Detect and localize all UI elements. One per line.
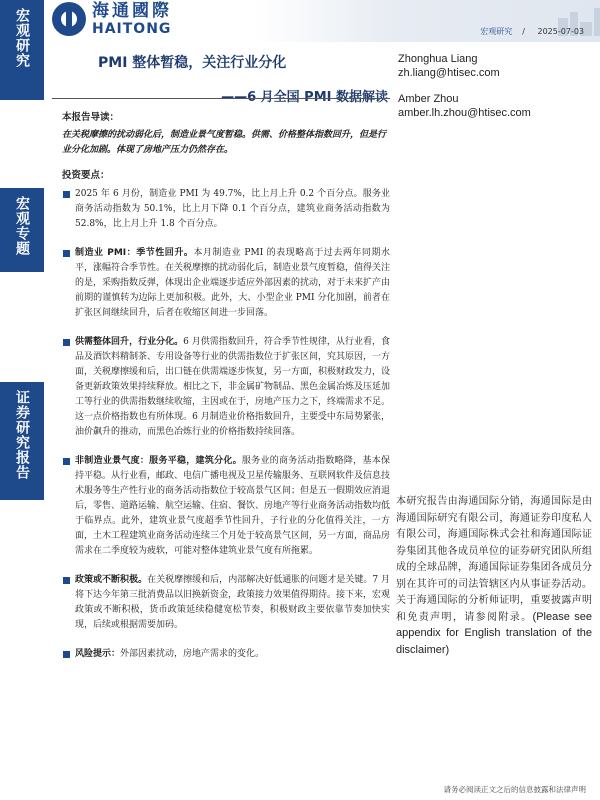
list-item xyxy=(62,187,390,232)
bullet-text: 外部因素扰动，房地产需求的变化。 xyxy=(120,649,265,659)
sidebar-label: 宏观研究 xyxy=(14,8,30,68)
list-item xyxy=(62,454,390,559)
bullet-text: 本月制造业 PMI 的表现略高于过去两年同期水平，涨幅符合季节性。在关税摩擦的扰动弱化后，制造业景气度暂稳，值得关注的是，采购指数反弹，体现出企业端逐步适应外部因素的扰动，对于未来扩产由前期的谨慎转为边际上更加积极。此外，大、小型企业 PMI 分化加剧，前者在扩张区间继续回升，后者在收缩区间进一步回落。 xyxy=(75,248,391,318)
bullet-square-icon xyxy=(63,458,70,465)
title-divider xyxy=(52,98,390,99)
page-subtitle: ——6 月全国 PMI 数据解读 xyxy=(221,90,388,105)
sidebar-label: 证券研究报告 xyxy=(14,390,30,480)
logo-chinese: 海通國際 xyxy=(92,0,172,21)
author-email[interactable]: amber.lh.zhou@htisec.com xyxy=(398,107,531,119)
bullet-square-icon xyxy=(63,651,70,658)
author-name: Amber Zhou xyxy=(398,93,459,105)
disclaimer-block xyxy=(396,494,592,659)
bullet-square-icon xyxy=(63,250,70,257)
list-item xyxy=(62,647,390,662)
guide-text: 在关税摩擦的扰动弱化后，制造业景气度暂稳。供需、价格整体指数回升，但是行业分化加剧。体现了房地产压力仍然存在。 xyxy=(62,130,387,155)
sidebar-label: 宏观专题 xyxy=(14,196,30,256)
header-separator: / xyxy=(522,27,525,36)
page-header xyxy=(44,0,600,44)
bullet-text: 6 月供需指数回升，符合季节性规律，从行业看，食品及酒饮料精制茶、专用设备等行业的供需指数位于扩张区间，究其原因，一方面，关税摩擦缓和后，出口链在供需端逐步恢复，另一方面，积极财政发力，设备更新政策效果持续释放。相比之下，非金属矿物制品、黑色金属冶炼及压延加工等行业的供需指数继续收缩，主因或在于，房地产压力之下，终端需求不足。这一点价格指数也有所体现。6 月制造业价格指数回升，主要受中东局势紧张，油价飙升的推动，而黑色冶炼行业的价格指数持续回落。 xyxy=(75,337,391,437)
bullet-square-icon xyxy=(63,577,70,584)
page-title: PMI 整体暂稳，关注行业分化 xyxy=(98,55,287,71)
sidebar-block-securities-report xyxy=(0,382,44,500)
bullet-bold-lead: 政策或不断积极。 xyxy=(75,575,148,585)
header-category: 宏观研究 xyxy=(480,27,513,36)
sidebar-block-macro-topic xyxy=(0,188,44,272)
bullet-bold-lead: 制造业 PMI：季节性回升。 xyxy=(75,248,194,258)
list-item xyxy=(62,335,390,440)
bullet-bold-lead: 非制造业景气度：服务平稳，建筑分化。 xyxy=(75,456,242,466)
list-item xyxy=(62,573,390,633)
report-content xyxy=(62,110,390,676)
haitong-logo xyxy=(52,2,172,36)
bullet-bold-lead: 供需整体回升，行业分化。 xyxy=(75,337,184,347)
bullet-bold-lead: 风险提示： xyxy=(75,649,121,659)
sidebar-block-macro-research xyxy=(0,0,44,100)
bullet-text: 服务业的商务活动指数略降，基本保持平稳。从行业看，邮政、电信广播电视及卫星传输服务、互联网软件及信息技术服务等生产性行业的商务活动指数位于较高景气区间；但是五一假期效应消退后，零售、道路运输、航空运输、住宿、餐饮、房地产等行业商务活动指数均低于临界点。此外，建筑业景气度超季节性回升，子行业的分化值得关注，一方面，土木工程建筑业商务活动连续三个月处于较高景气区间，另一方面，商品房需求在二季度较为疲软，可能对整体建筑业景气度有所拖累。 xyxy=(75,456,391,556)
disclaimer-en: (Please see appendix for English translation of the disclaimer) xyxy=(396,610,592,656)
logo-icon xyxy=(52,2,86,36)
authors-block xyxy=(398,52,588,120)
report-date: 2025-07-03 xyxy=(537,27,584,36)
bullet-square-icon xyxy=(63,339,70,346)
bullet-square-icon xyxy=(63,191,70,198)
author-email[interactable]: zh.liang@htisec.com xyxy=(398,67,500,79)
list-item xyxy=(62,246,390,321)
guide-heading: 本报告导读： xyxy=(62,112,120,123)
left-sidebar xyxy=(0,0,44,800)
bullet-text: 2025 年 6 月份，制造业 PMI 为 49.7%，比上月上升 0.2 个百分点。服务业商务活动指数为 50.1%，比上月下降 0.1 个百分点，建筑业商务活动指数为 52.8%，比上月上升 1.8 个百分点。 xyxy=(75,189,390,229)
disclaimer-cn: 本研究报告由海通国际分销，海通国际是由海通国际研究有限公司，海通证券印度私人有限公司，海通国际株式会社和海通国际证券集团其他各成员单位的证券研究团队所组成的全球品牌，海通国际证券集团各成员分别在其许可的司法管辖区内从事证券活动。关于海通国际的分析师证明，重要披露声明和免责声明，请参阅附录。 xyxy=(396,496,592,623)
summary-bullets xyxy=(62,187,390,662)
author-name: Zhonghua Liang xyxy=(398,53,478,65)
page-footer: 请务必阅读正文之后的信息披露和法律声明 xyxy=(443,785,586,794)
header-meta xyxy=(480,26,584,37)
bullet-text: 在关税摩擦缓和后，内部解决好低通胀的问题才是关键。7 月将下达今年第三批消费品以旧换新资金，政策接力效果值得期待。接下来，宏观政策或不断积极，货币政策延续稳健宽松节奏，积极财政主要依靠节奏加快实现，后续或根据需要加码。 xyxy=(75,575,391,630)
logo-english: HAITONG xyxy=(92,20,172,37)
summary-heading: 投资要点： xyxy=(62,170,110,181)
